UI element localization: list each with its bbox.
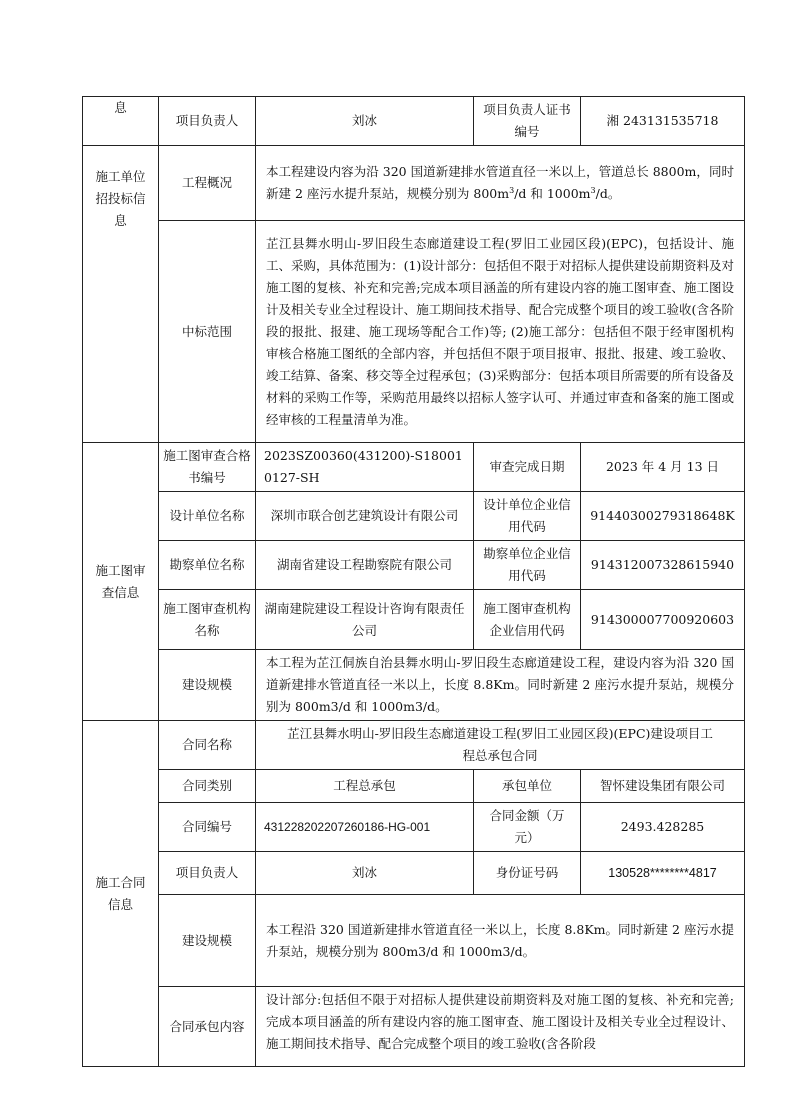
design-unit-label: 设计单位名称 <box>159 492 256 541</box>
contract-content-label: 合同承包内容 <box>159 987 256 1067</box>
survey-code-value: 914312007328615940 <box>581 541 745 590</box>
contract-name-value: 芷江县舞水明山-罗旧段生态廊道建设工程(罗旧工业园区段)(EPC)建设项目工程总承包合同 <box>256 721 745 770</box>
review-scale-text: 本工程为芷江侗族自治县舞水明山-罗旧段生态廊道建设工程，建设内容为沿 320 国道新建排水管道直径一米以上，长度 8.8Km。同时新建 2 座污水提升泵站，规模分别为 800m3/d 和 1000m3/d。 <box>256 650 745 721</box>
project-info-table <box>82 96 745 1067</box>
review-date-label: 审查完成日期 <box>474 443 581 492</box>
review-cert-label: 施工图审查合格书编号 <box>159 443 256 492</box>
overview-part-2: /d 和 1000m <box>514 186 591 201</box>
review-org-label: 施工图审查机构名称 <box>159 590 256 650</box>
section-title-bidding <box>83 146 159 443</box>
contract-scale-text: 本工程沿 320 国道新建排水管道直径一米以上，长度 8.8Km。同时新建 2 座污水提升泵站，规模分别为 800m3/d 和 1000m3/d。 <box>256 895 745 987</box>
review-cert-value: 2023SZ00360(431200)-S180010127-SH <box>256 443 474 492</box>
id-value: 130528********4817 <box>581 852 745 895</box>
review-date-value: 2023 年 4 月 13 日 <box>581 443 745 492</box>
overview-sup-2: 3 <box>590 185 596 195</box>
id-label: 身份证号码 <box>474 852 581 895</box>
contract-no-value: 431228202207260186-HG-001 <box>256 803 474 852</box>
section-title-contract: 施工合同信息 <box>83 721 159 1067</box>
cert-value: 湘 243131535718 <box>581 97 745 146</box>
design-code-value: 91440300279318648K <box>581 492 745 541</box>
overview-text <box>256 146 745 221</box>
survey-unit-value: 湖南省建设工程勘察院有限公司 <box>256 541 474 590</box>
review-scale-label: 建设规模 <box>159 650 256 721</box>
manager-value: 刘冰 <box>256 97 474 146</box>
contract-manager-value: 刘冰 <box>256 852 474 895</box>
bidding-title: 施工单位招投标信息 <box>95 169 146 228</box>
section-label-continued: 息 <box>83 97 159 146</box>
contract-content-text: 设计部分:包括但不限于对招标人提供建设前期资料及对施工图的复核、补充和完善;完成本项目涵盖的所有建设内容的施工图审查、施工图设计及相关专业全过程设计、施工期间技术指导、配合完成整个项目的竣工验收(含各阶段 <box>256 987 745 1067</box>
contract-manager-label: 项目负责人 <box>159 852 256 895</box>
overview-label: 工程概况 <box>159 146 256 221</box>
contract-type-label: 合同类别 <box>159 770 256 803</box>
section-title-review: 施工图审查信息 <box>83 443 159 721</box>
review-code-value: 914300007700920603 <box>581 590 745 650</box>
contract-name-label: 合同名称 <box>159 721 256 770</box>
contract-amount-label: 合同金额（万元） <box>474 803 581 852</box>
overview-part-1: 本工程建设内容为沿 320 国道新建排水管道直径一米以上，管道总长 8800m，同时新建 2 座污水提升泵站，规模分别为 800m <box>266 164 734 201</box>
design-code-label: 设计单位企业信用代码 <box>474 492 581 541</box>
survey-code-label: 勘察单位企业信用代码 <box>474 541 581 590</box>
survey-unit-label: 勘察单位名称 <box>159 541 256 590</box>
contract-no-label: 合同编号 <box>159 803 256 852</box>
overview-sup-1: 3 <box>509 185 515 195</box>
manager-label: 项目负责人 <box>159 97 256 146</box>
scope-text: 芷江县舞水明山-罗旧段生态廊道建设工程(罗旧工业园区段)(EPC)，包括设计、施工、采购，具体范围为：(1)设计部分：包括但不限于对招标人提供建设前期资料及对施工图的复核、补充和完善;完成本项目涵盖的所有建设内容的施工图审查、施工图设计及相关专业全过程设计、施工期间技术指导、配合完成整个项目的竣工验收(含各阶段的报批、报建、施工现场等配合工作)等; (2)施工部分：包括但不限于经审图机构审核合格施工图纸的全部内容，并包括但不限于项目报审、报批、报建、竣工验收、竣工结算、备案、移交等全过程承包；(3)采购部分：包括本项目所需要的所有设备及材料的采购工作等，采购范用最终以招标人签字认可、并通过审查和备案的施工图或经审核的工程量清单为准。 <box>256 221 745 443</box>
contract-amount-value: 2493.428285 <box>581 803 745 852</box>
design-unit-value: 深圳市联合创艺建筑设计有限公司 <box>256 492 474 541</box>
cert-label: 项目负责人证书编号 <box>474 97 581 146</box>
review-code-label: 施工图审查机构企业信用代码 <box>474 590 581 650</box>
contract-type-value: 工程总承包 <box>256 770 474 803</box>
contractor-value: 智怀建设集团有限公司 <box>581 770 745 803</box>
overview-part-3: /d。 <box>595 186 621 201</box>
review-org-value: 湖南建院建设工程设计咨询有限责任公司 <box>256 590 474 650</box>
contract-scale-label: 建设规模 <box>159 895 256 987</box>
scope-label: 中标范围 <box>159 221 256 443</box>
contractor-label: 承包单位 <box>474 770 581 803</box>
